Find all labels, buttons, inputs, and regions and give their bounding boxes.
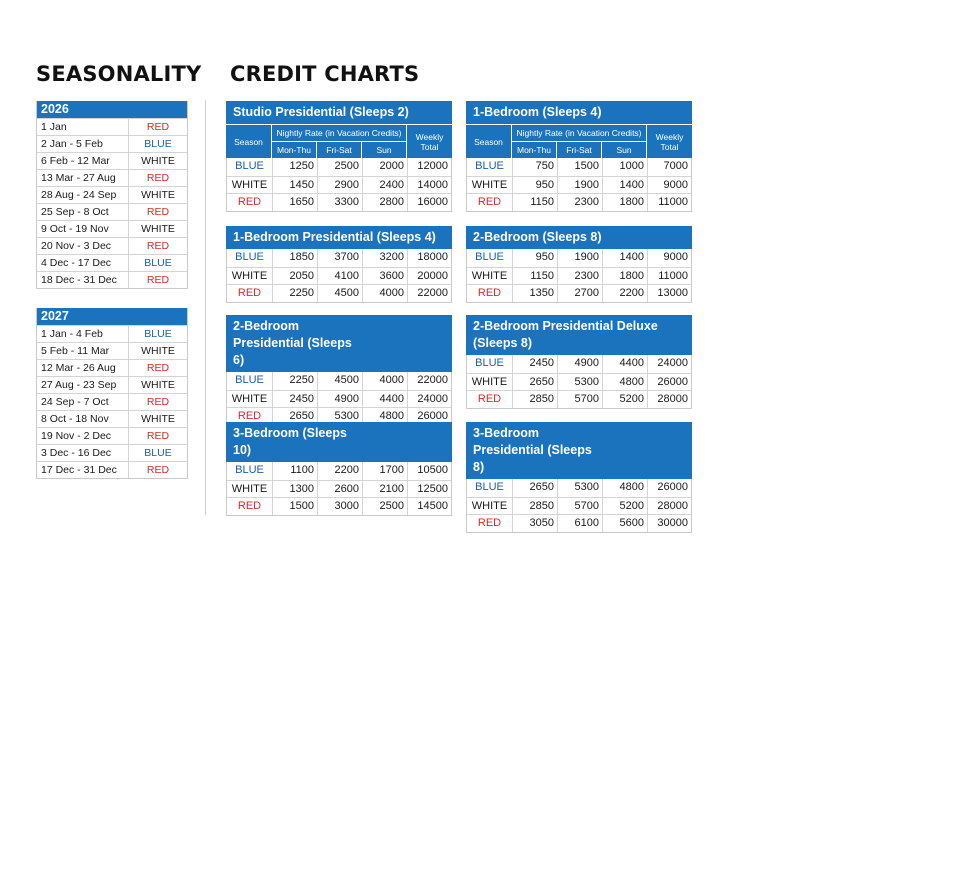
- rate-sun: 1800: [603, 268, 648, 285]
- rate-row: [227, 176, 451, 194]
- rate-rows: [466, 158, 692, 212]
- rate-fri-sat: 2300: [558, 194, 603, 211]
- rate-fri-sat: 4500: [318, 285, 363, 302]
- rate-mon-thu: 1450: [273, 177, 318, 194]
- rate-weekly-total: 13000: [657, 287, 688, 299]
- rate-rows: [466, 249, 692, 303]
- season-date-range: 9 Oct - 19 Nov: [37, 221, 129, 237]
- rate-mon-thu: 1500: [273, 498, 318, 515]
- credit-charts-heading: CREDIT CHARTS: [230, 62, 420, 86]
- rate-sun: 5200: [603, 391, 648, 408]
- credit-table: [466, 226, 692, 303]
- rate-rows: [466, 479, 692, 533]
- season-color: WHITE: [141, 345, 175, 357]
- header-sun: Sun: [616, 145, 632, 155]
- rate-row: [467, 284, 691, 302]
- seasonality-heading: SEASONALITY: [36, 62, 202, 86]
- season-color: RED: [146, 362, 170, 374]
- unit-title: 1-Bedroom (Sleeps 4): [466, 101, 692, 124]
- rate-mon-thu: 1350: [513, 285, 558, 302]
- season-row: [37, 342, 187, 359]
- header-season: Season: [226, 125, 272, 158]
- rate-mon-thu: 2850: [513, 498, 558, 515]
- rate-season: RED: [467, 285, 513, 302]
- rate-row: [467, 249, 691, 267]
- header-fri-sat: Fri-Sat: [557, 142, 602, 159]
- rate-sun: 4400: [603, 355, 648, 373]
- season-color: RED: [146, 206, 170, 218]
- season-year: 2027: [37, 308, 187, 325]
- rate-sun: 4800: [363, 408, 408, 425]
- header-mon-thu: Mon-Thu: [512, 142, 557, 159]
- season-color: BLUE: [144, 447, 172, 459]
- rate-sun: 2800: [363, 194, 408, 211]
- rate-row: [467, 390, 691, 408]
- rate-season: BLUE: [467, 249, 513, 267]
- season-date-range: 27 Aug - 23 Sep: [37, 377, 129, 393]
- rate-weekly-total: 26000: [657, 375, 688, 388]
- rate-fri-sat: 5700: [558, 498, 603, 515]
- rate-sun: 5200: [603, 498, 648, 515]
- header-days: [512, 142, 646, 159]
- credit-table: [226, 315, 452, 426]
- rate-mon-thu: 1850: [273, 249, 318, 267]
- rate-season: RED: [227, 498, 273, 515]
- credit-table: [226, 226, 452, 303]
- rate-weekly-total: 11000: [658, 196, 688, 208]
- season-color: WHITE: [141, 379, 175, 391]
- season-row: [37, 325, 187, 342]
- rate-weekly-total: 10500: [417, 464, 448, 476]
- season-row: [37, 461, 187, 478]
- rate-fri-sat: 2300: [558, 268, 603, 285]
- season-row: [37, 169, 187, 186]
- season-date-range: 12 Mar - 26 Aug: [37, 360, 129, 376]
- rate-season: WHITE: [227, 177, 273, 194]
- season-color: RED: [146, 172, 170, 184]
- rate-season: WHITE: [467, 374, 513, 391]
- rate-sun: 4800: [603, 479, 648, 497]
- rate-season: WHITE: [227, 391, 273, 408]
- header-nightly: [272, 125, 407, 158]
- rate-rows: [226, 249, 452, 303]
- rate-sun: 4000: [363, 372, 408, 390]
- rate-weekly-total: 12000: [417, 160, 448, 172]
- rate-row: [227, 372, 451, 390]
- rate-sun: 3600: [363, 268, 408, 285]
- rate-fri-sat: 4500: [318, 372, 363, 390]
- season-color: WHITE: [141, 413, 175, 425]
- divider: [205, 100, 206, 515]
- rate-mon-thu: 2450: [513, 355, 558, 373]
- unit-title: 3-Bedroom Presidential (Sleeps 8): [466, 422, 692, 479]
- header-season: Season: [466, 125, 512, 158]
- rate-row: [227, 158, 451, 176]
- header-mon-thu: Mon-Thu: [272, 142, 317, 159]
- season-color: WHITE: [141, 223, 175, 235]
- rate-mon-thu: 2050: [273, 268, 318, 285]
- rate-weekly-total: 20000: [417, 269, 448, 282]
- header-weekly: Weekly Total: [655, 131, 684, 152]
- rate-weekly-total: 16000: [417, 196, 448, 208]
- rate-rows: [226, 372, 452, 426]
- season-row: [37, 220, 187, 237]
- rate-fri-sat: 1900: [558, 249, 603, 267]
- rate-season: BLUE: [227, 372, 273, 390]
- rate-row: [227, 390, 451, 408]
- season-row: [37, 254, 187, 271]
- season-color: BLUE: [144, 138, 172, 150]
- rate-season: WHITE: [467, 498, 513, 515]
- season-date-range: 2 Jan - 5 Feb: [37, 136, 129, 152]
- unit-title: 2-Bedroom Presidential (Sleeps 6): [226, 315, 452, 372]
- rate-mon-thu: 2650: [513, 374, 558, 391]
- rate-fri-sat: 4900: [318, 391, 363, 408]
- rate-weekly-total: 11000: [658, 269, 688, 282]
- rate-mon-thu: 950: [513, 177, 558, 194]
- rate-season: BLUE: [467, 158, 513, 176]
- season-color: RED: [146, 430, 170, 442]
- rate-weekly-total: 18000: [417, 251, 448, 263]
- rate-mon-thu: 3050: [513, 515, 558, 532]
- season-row: [37, 152, 187, 169]
- season-date-range: 8 Oct - 18 Nov: [37, 411, 129, 427]
- rate-mon-thu: 950: [513, 249, 558, 267]
- rate-fri-sat: 5300: [318, 408, 363, 425]
- season-color: BLUE: [144, 328, 172, 340]
- rate-season: BLUE: [467, 479, 513, 497]
- season-date-range: 17 Dec - 31 Dec: [37, 462, 129, 478]
- rate-fri-sat: 5700: [558, 391, 603, 408]
- season-color: WHITE: [141, 155, 175, 167]
- rate-weekly-total: 28000: [657, 393, 688, 405]
- credit-table: [466, 315, 692, 409]
- credit-table: [226, 422, 452, 516]
- rate-weekly-total: 14000: [417, 178, 448, 191]
- rate-mon-thu: 1250: [273, 158, 318, 176]
- rate-fri-sat: 3700: [318, 249, 363, 267]
- rate-season: RED: [467, 194, 513, 211]
- rate-season: RED: [227, 408, 273, 425]
- rate-sun: 2500: [363, 498, 408, 515]
- rate-sun: 2200: [603, 285, 648, 302]
- rate-mon-thu: 2450: [273, 391, 318, 408]
- rate-weekly-total: 28000: [657, 499, 688, 512]
- rate-sun: 2400: [363, 177, 408, 194]
- header-fri-sat: Fri-Sat: [317, 142, 362, 159]
- season-color: RED: [146, 121, 170, 133]
- rate-season: WHITE: [227, 481, 273, 498]
- season-row: [37, 427, 187, 444]
- rate-rows: [226, 158, 452, 212]
- rate-fri-sat: 2700: [558, 285, 603, 302]
- season-row: [37, 186, 187, 203]
- rate-fri-sat: 6100: [558, 515, 603, 532]
- rate-sun: 4800: [603, 374, 648, 391]
- rate-mon-thu: 1300: [273, 481, 318, 498]
- rate-fri-sat: 4100: [318, 268, 363, 285]
- rate-row: [227, 193, 451, 211]
- rate-fri-sat: 5300: [558, 374, 603, 391]
- season-date-range: 19 Nov - 2 Dec: [37, 428, 129, 444]
- rate-season: RED: [467, 391, 513, 408]
- season-date-range: 6 Feb - 12 Mar: [37, 153, 129, 169]
- rate-fri-sat: 2200: [318, 462, 363, 480]
- rate-season: RED: [467, 515, 513, 532]
- rate-season: RED: [227, 285, 273, 302]
- credit-table: [466, 422, 692, 533]
- credit-table: [466, 101, 692, 212]
- rate-header: [466, 124, 692, 158]
- rate-sun: 1400: [603, 177, 648, 194]
- season-color: RED: [146, 396, 170, 408]
- season-row: [37, 359, 187, 376]
- header-days: [272, 142, 406, 159]
- rate-weekly-total: 22000: [417, 374, 448, 386]
- rate-rows: [226, 462, 452, 516]
- season-color: RED: [146, 240, 170, 252]
- rate-row: [467, 267, 691, 285]
- rate-fri-sat: 2500: [318, 158, 363, 176]
- rate-row: [467, 373, 691, 391]
- rate-rows: [466, 355, 692, 409]
- season-date-range: 1 Jan - 4 Feb: [37, 326, 129, 342]
- unit-title: Studio Presidential (Sleeps 2): [226, 101, 452, 124]
- rate-season: WHITE: [467, 177, 513, 194]
- rate-row: [227, 462, 451, 480]
- credit-table: [226, 101, 452, 212]
- rate-weekly-total: 24000: [417, 392, 448, 405]
- rate-weekly-total: 26000: [657, 481, 688, 493]
- rate-season: BLUE: [467, 355, 513, 373]
- rate-row: [227, 249, 451, 267]
- rate-row: [227, 480, 451, 498]
- rate-row: [467, 193, 691, 211]
- rate-weekly-total: 12500: [417, 482, 448, 495]
- rate-season: RED: [227, 194, 273, 211]
- rate-mon-thu: 1150: [513, 268, 558, 285]
- rate-row: [227, 267, 451, 285]
- rate-weekly-total: 26000: [417, 410, 448, 422]
- rate-row: [467, 514, 691, 532]
- season-table-2026: [36, 101, 188, 289]
- season-row: [37, 237, 187, 254]
- rate-fri-sat: 3000: [318, 498, 363, 515]
- season-date-range: 4 Dec - 17 Dec: [37, 255, 129, 271]
- season-date-range: 20 Nov - 3 Dec: [37, 238, 129, 254]
- rate-season: WHITE: [227, 268, 273, 285]
- header-nightly: [512, 125, 647, 158]
- rate-season: WHITE: [467, 268, 513, 285]
- rate-mon-thu: 1150: [513, 194, 558, 211]
- rate-mon-thu: 2250: [273, 285, 318, 302]
- rate-fri-sat: 2900: [318, 177, 363, 194]
- header-nightly-label: Nightly Rate (in Vacation Credits): [272, 125, 406, 142]
- rate-sun: 1400: [603, 249, 648, 267]
- season-row: [37, 203, 187, 220]
- rate-sun: 1800: [603, 194, 648, 211]
- season-color: BLUE: [144, 257, 172, 269]
- rate-mon-thu: 2250: [273, 372, 318, 390]
- rate-fri-sat: 1900: [558, 177, 603, 194]
- season-row: [37, 118, 187, 135]
- rate-row: [227, 284, 451, 302]
- rate-fri-sat: 3300: [318, 194, 363, 211]
- season-date-range: 28 Aug - 24 Sep: [37, 187, 129, 203]
- rate-sun: 5600: [603, 515, 648, 532]
- season-row: [37, 135, 187, 152]
- rate-sun: 4000: [363, 285, 408, 302]
- rate-sun: 2000: [363, 158, 408, 176]
- rate-mon-thu: 2650: [273, 408, 318, 425]
- rate-mon-thu: 2650: [513, 479, 558, 497]
- rate-mon-thu: 2850: [513, 391, 558, 408]
- season-color: RED: [146, 464, 170, 476]
- rate-header: [226, 124, 452, 158]
- season-date-range: 1 Jan: [37, 119, 129, 135]
- unit-title: 3-Bedroom (Sleeps 10): [226, 422, 452, 462]
- season-row: [37, 444, 187, 461]
- season-row: [37, 271, 187, 288]
- rate-weekly-total: 9000: [663, 178, 688, 191]
- rate-sun: 4400: [363, 391, 408, 408]
- rate-fri-sat: 1500: [558, 158, 603, 176]
- rate-weekly-total: 9000: [663, 251, 688, 263]
- rate-mon-thu: 1100: [273, 462, 318, 480]
- season-color: WHITE: [141, 189, 175, 201]
- rate-row: [227, 497, 451, 515]
- rate-row: [467, 158, 691, 176]
- season-color: RED: [146, 274, 170, 286]
- rate-fri-sat: 5300: [558, 479, 603, 497]
- season-date-range: 18 Dec - 31 Dec: [37, 272, 129, 288]
- rate-fri-sat: 2600: [318, 481, 363, 498]
- season-date-range: 24 Sep - 7 Oct: [37, 394, 129, 410]
- rate-sun: 2100: [363, 481, 408, 498]
- season-row: [37, 393, 187, 410]
- rate-sun: 1000: [603, 158, 648, 176]
- season-date-range: 3 Dec - 16 Dec: [37, 445, 129, 461]
- rate-row: [467, 497, 691, 515]
- rate-row: [467, 479, 691, 497]
- rate-mon-thu: 750: [513, 158, 558, 176]
- season-date-range: 13 Mar - 27 Aug: [37, 170, 129, 186]
- season-year: 2026: [37, 101, 187, 118]
- rate-weekly-total: 24000: [657, 357, 688, 369]
- rate-weekly-total: 22000: [417, 287, 448, 299]
- unit-title: 2-Bedroom Presidential Deluxe (Sleeps 8): [466, 315, 692, 355]
- rate-weekly-total: 7000: [663, 160, 688, 172]
- header-sun: Sun: [376, 145, 392, 155]
- rate-weekly-total: 30000: [657, 517, 688, 529]
- rate-weekly-total: 14500: [417, 500, 448, 512]
- season-table-2027: [36, 308, 188, 479]
- rate-season: BLUE: [227, 249, 273, 267]
- rate-fri-sat: 4900: [558, 355, 603, 373]
- rate-sun: 3200: [363, 249, 408, 267]
- unit-title: 2-Bedroom (Sleeps 8): [466, 226, 692, 249]
- unit-title: 1-Bedroom Presidential (Sleeps 4): [226, 226, 452, 249]
- season-row: [37, 376, 187, 393]
- season-date-range: 25 Sep - 8 Oct: [37, 204, 129, 220]
- header-nightly-label: Nightly Rate (in Vacation Credits): [512, 125, 646, 142]
- rate-row: [467, 355, 691, 373]
- rate-row: [467, 176, 691, 194]
- rate-season: BLUE: [227, 158, 273, 176]
- rate-sun: 1700: [363, 462, 408, 480]
- season-row: [37, 410, 187, 427]
- rate-mon-thu: 1650: [273, 194, 318, 211]
- rate-season: BLUE: [227, 462, 273, 480]
- header-weekly: Weekly Total: [415, 131, 444, 152]
- season-date-range: 5 Feb - 11 Mar: [37, 343, 129, 359]
